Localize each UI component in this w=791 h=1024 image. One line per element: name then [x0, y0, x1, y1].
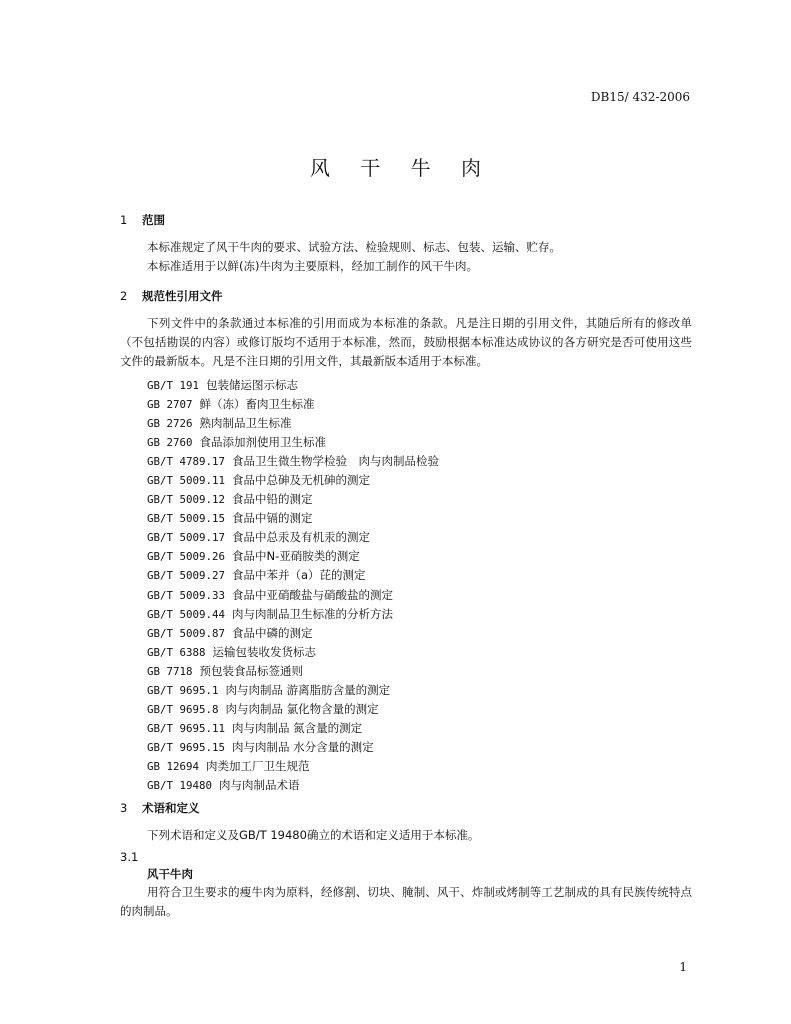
reference-item	[147, 547, 439, 566]
section-number: 1	[120, 213, 128, 227]
reference-code: GB/T 5009.26	[147, 550, 226, 564]
reference-title: 鲜（冻）畜肉卫生标准	[199, 397, 315, 412]
reference-item	[147, 433, 439, 452]
reference-item	[147, 528, 439, 547]
reference-code: GB/T 9695.15	[147, 740, 226, 754]
reference-item	[147, 586, 439, 605]
reference-title: 食品添加剂使用卫生标准	[199, 435, 327, 450]
reference-title: 肉与肉制品 游离脂肪含量的测定	[225, 682, 391, 697]
reference-code: GB/T 5009.27	[147, 569, 226, 583]
standard-code: DB15/ 432-2006	[590, 90, 690, 104]
reference-code: GB/T 5009.44	[147, 607, 226, 621]
reference-code: GB/T 5009.11	[147, 474, 226, 488]
reference-code: GB/T 4789.17	[147, 455, 226, 469]
reference-item	[147, 471, 439, 490]
reference-title: 食品中铅的测定	[232, 492, 313, 507]
reference-code: GB 2707	[147, 398, 193, 412]
reference-code: GB/T 5009.12	[147, 493, 226, 507]
reference-item	[147, 605, 439, 624]
section-1-heading	[120, 212, 165, 228]
reference-title: 食品中苯并（a）芘的测定	[232, 568, 366, 583]
reference-title: 食品中总汞及有机汞的测定	[232, 530, 371, 545]
reference-title: 肉与肉制品 氯化物含量的测定	[225, 701, 379, 716]
section-title: 术语和定义	[142, 801, 200, 815]
reference-title: 包装储运图示标志	[206, 378, 299, 392]
page-number: 1	[679, 960, 687, 974]
reference-title: 熟肉制品卫生标准	[199, 416, 292, 431]
reference-code: GB/T 191	[147, 379, 200, 392]
reference-title: 食品中N-亚硝胺类的测定	[232, 549, 360, 564]
reference-code: GB 12694	[147, 759, 200, 773]
reference-code: GB 7718	[147, 664, 193, 678]
reference-item	[147, 566, 439, 585]
reference-item	[147, 662, 439, 681]
reference-title: 食品中总砷及无机砷的测定	[232, 473, 371, 488]
reference-code: GB/T 9695.1	[147, 683, 219, 697]
reference-item	[147, 395, 439, 414]
reference-code: GB/T 5009.15	[147, 512, 226, 526]
reference-code: GB/T 5009.17	[147, 531, 226, 545]
reference-item	[147, 624, 439, 643]
section-number: 2	[120, 289, 128, 303]
section-3-paragraph-1: 下列术语和定义及GB/T 19480确立的术语和定义适用于本标准。	[147, 828, 480, 842]
reference-title: 预包装食品标签通则	[199, 663, 304, 678]
reference-code: GB/T 9695.11	[147, 721, 226, 735]
reference-title: 食品中镉的测定	[232, 511, 313, 526]
section-1-paragraph-1: 本标准规定了风干牛肉的要求、试验方法、检验规则、标志、包装、运输、贮存。	[147, 240, 561, 254]
reference-item	[147, 681, 439, 700]
section-title: 规范性引用文件	[142, 289, 223, 303]
reference-title: 肉与肉制品术语	[219, 777, 300, 792]
reference-title: 肉与肉制品卫生标准的分析方法	[232, 606, 394, 621]
reference-item	[147, 776, 439, 795]
reference-code: GB/T 5009.87	[147, 626, 226, 640]
reference-title: 运输包装收发货标志	[212, 644, 317, 659]
section-3-heading	[120, 800, 200, 816]
term-name: 风干牛肉	[147, 867, 193, 881]
section-number: 3	[120, 801, 128, 815]
reference-code: GB/T 6388	[147, 645, 206, 659]
section-1-paragraph-2: 本标准适用于以鲜(冻)牛肉为主要原料，经加工制作的风干牛肉。	[147, 259, 478, 273]
reference-item	[147, 738, 439, 757]
reference-item	[147, 376, 439, 395]
reference-item	[147, 757, 439, 776]
reference-code: GB/T 9695.8	[147, 702, 219, 716]
reference-title: 肉与肉制品 水分含量的测定	[232, 739, 374, 754]
normative-references-list	[147, 376, 439, 795]
section-2-heading	[120, 288, 223, 304]
reference-code: GB 2760	[147, 436, 193, 450]
section-2-paragraph-1: 下列文件中的条款通过本标准的引用而成为本标准的条款。凡是注日期的引用文件，其随后所有的修改单（不包括勘误的内容）或修订版均不适用于本标准，然而，鼓励根据本标准达成协议的各方研究是否可使用这些文件的最新版本。凡是不注日期的引用文件，其最新版本适用于本标准。	[120, 316, 692, 368]
reference-item	[147, 643, 439, 662]
reference-title: 食品中磷的测定	[232, 625, 313, 640]
reference-item	[147, 490, 439, 509]
reference-item	[147, 719, 439, 738]
reference-title: 食品中亚硝酸盐与硝酸盐的测定	[232, 587, 394, 602]
section-title: 范围	[142, 213, 165, 227]
reference-item	[147, 452, 439, 471]
reference-title: 肉与肉制品 氮含量的测定	[232, 720, 363, 735]
document-title: 风 干 牛 肉	[309, 156, 494, 180]
reference-item	[147, 509, 439, 528]
term-definition: 用符合卫生要求的瘦牛肉为原料，经修割、切块、腌制、风干、炸制或烤制等工艺制成的具有民族传统特点的肉制品。	[120, 885, 692, 918]
reference-title: 食品卫生微生物学检验 肉与肉制品检验	[232, 454, 440, 469]
reference-item	[147, 414, 439, 433]
clause-number: 3.1	[120, 850, 139, 864]
reference-code: GB/T 19480	[147, 778, 213, 792]
reference-item	[147, 700, 439, 719]
reference-title: 肉类加工厂卫生规范	[206, 758, 310, 773]
reference-code: GB/T 5009.33	[147, 588, 226, 602]
reference-code: GB 2726	[147, 417, 193, 431]
